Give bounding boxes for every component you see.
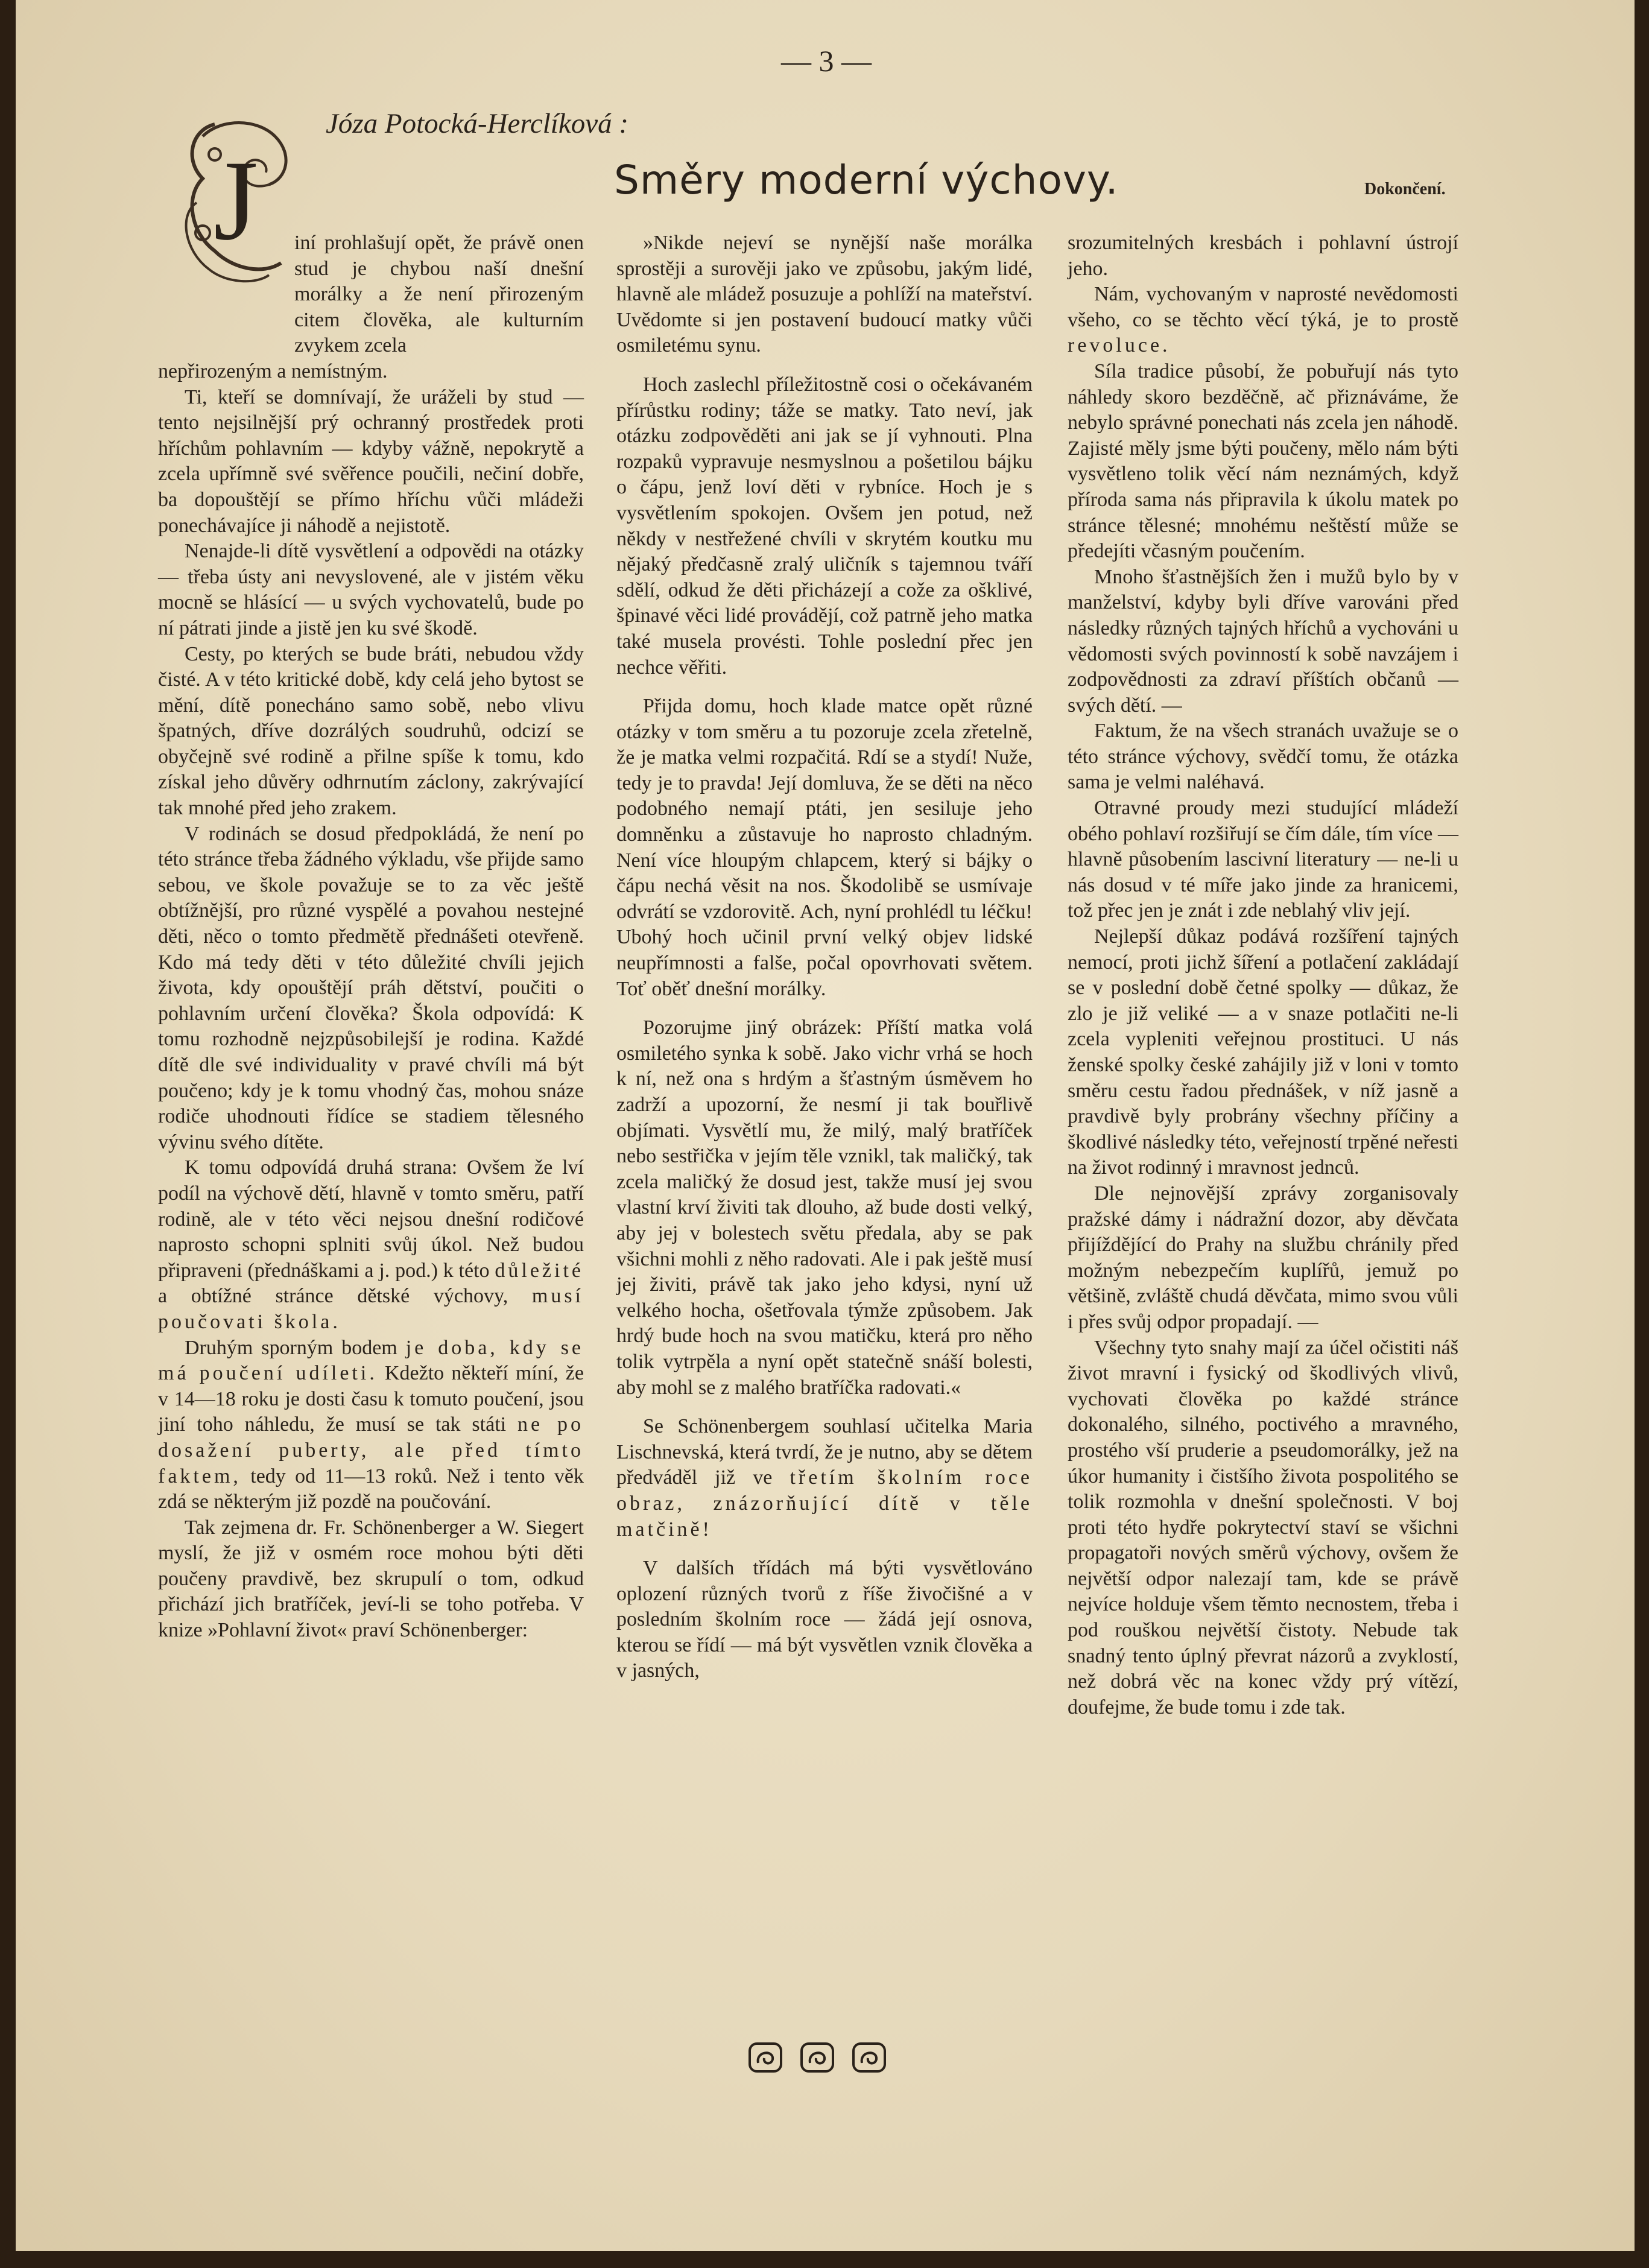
text-run: Nám, vychovaným v naprosté nevědomosti všeho, co se těchto věcí týká, je to prostě bbox=[1068, 283, 1458, 331]
paragraph bbox=[616, 1414, 1033, 1542]
spaced-emphasis: ne po dosažení puberty, ale před tímto faktem, bbox=[158, 1413, 584, 1487]
column-2 bbox=[616, 230, 1033, 1684]
text-run: tedy od 11—13 roků. Než i tento věk zdá se některým již pozdě na poučování. bbox=[158, 1465, 584, 1513]
text-run: Druhým sporným bodem bbox=[185, 1336, 397, 1359]
paragraph: iní prohlašují opět, že právě onen stud je chybou naší dnešní morálky a že není přirozeným citem člověka, ale kulturním zvykem zcela bbox=[294, 232, 584, 357]
spaced-emphasis: musí poučovati škola. bbox=[158, 1285, 584, 1333]
concluded-note: Dokončení. bbox=[1364, 180, 1446, 198]
paragraph: Všechny tyto snahy mají za účel očistiti náš život mravní i fysický od škodlivých vlivů, vychovati člověka po každé stránce dokonalého, silného, poctivého a mravného, prostého vší pruderie a pseudomorálky, jež na úkor humanity i čistšího života pospolitého se tolik rozmohla v dnešní společnosti. V boj proti této hydře pokrytectví staví se všichni propagatoři nových směrů výchovy, ovšem že největší odpor nalezají tam, kde se právě nejvíce holduje všem těmto necnostem, třeba i pod rouškou největší čistoty. Nebude tak snadný tento úplný převrat názorů a zvyklostí, než dobrá věc na konec vždy prý vítězí, doufejme, že bude tomu i zde tak. bbox=[1068, 1336, 1458, 1718]
scan-edge-bottom bbox=[0, 2251, 1649, 2268]
drop-cap-letter: J bbox=[214, 138, 258, 264]
paragraph: V rodinách se dosud předpokládá, že není po této stránce třeba žádného výkladu, vše přijde samo sebou, ve škole považuje se to za věc ještě obtížnější, pro různé vyspělé a povahou nestejné děti, něco o tomto předmětě přednášeti otevřeně. Kdo má tedy děti v této důležité chvíli jejich života, kdy opouštějí práh dětství, poučiti o pohlavním určení člověka? Škola odpovídá: K tomu rozhodně nejzpůsobilejší je rodina. Každé dítě dle své individuality v pravé chvíli má být poučeno; kdy je k tomu vhodný čas, mohou snáze rodiče uhodnouti řídíce se stadiem tělesného vývinu svého dítěte. bbox=[158, 822, 584, 1153]
article-title: Směry moderní výchovy. bbox=[614, 157, 1119, 203]
paragraph: Pozorujme jiný obrázek: Příští matka volá osmiletého synka k sobě. Jako vichr vrhá se hoch k ní, než ona s hrdým a šťastným úsměvem ho zadrží a upozorní, že nesmí ji tak bouřlivě objímati. Vysvětlí mu, že milý, malý bratříček nebo sestřička v jejím těle vznikl, tak maličký, tak zcela maličký že dosud jest, takže musí jej svou vlastní krví živiti tak dlouho, až bude dosti velký, aby jej v bolestech světu předala, aby se pak všichni mohli z něho radovati. Ale i pak ještě musí jej živiti, právě tak jako jeho kdysi, nyní už velkého hocha, ošetřovala týmže způsobem. Jak hrdý bude hoch na svou matičku, která pro něho tolik vytrpěla a nyní opět statečně snáší bolesti, aby mohl se z malého bratříčka radovati.« bbox=[616, 1016, 1033, 1399]
author-name: Józa Potocká-Herclíková : bbox=[326, 108, 628, 139]
paragraph: Tak zejmena dr. Fr. Schönenberger a W. Siegert myslí, že již v osmém roce mohou býti děti poučeny pravdivě, bez skrupulí o tom, odkud přichází jich bratříček, jeví-li se toho potřeba. V knize »Pohlavní život« praví Schönenberger: bbox=[158, 1516, 584, 1642]
paragraph: »Nikde nejeví se nynější naše morálka sprostěji a surověji jako ve způsobu, jakým lidé, hlavně ale mládež posuzuje a pohlíží na mateřství. Uvědomte si jen postavení budoucí matky vůči osmiletému synu. bbox=[616, 232, 1033, 357]
scan-edge-left bbox=[0, 0, 16, 2268]
text-run: Kdežto někteří míní, že v 14—18 roku je dosti času k tomuto poučení, jsou jiní toho náhledu, že musí se tak státi bbox=[158, 1362, 584, 1436]
spaced-emphasis: důležité bbox=[495, 1259, 584, 1282]
paragraph: Nenajde-li dítě vysvětlení a odpovědi na otázky — třeba ústy ani nevyslovené, ale v jistém věku mocně se hlásící — u svých vychovatelů, bude po ní pátrati jinde a jistě jen ku své škodě. bbox=[158, 540, 584, 639]
paragraph: Ti, kteří se domnívají, že uráželi by stud — tento nejsilnější prý ochranný prostředek proti hříchům pohlavním — kdyby vážně, nepokrytě a zcela upřímně své svěřence poučili, nečiní dobře, ba dopouštějí se přímo hříchu vůči mládeži ponechávajíce ji náhodě a nejistotě. bbox=[158, 385, 584, 537]
paragraph: srozumitelných kresbách i pohlavní ústrojí jeho. bbox=[1068, 232, 1458, 280]
paragraph: Faktum, že na všech stranách uvažuje se o této stránce výchovy, svědčí tomu, že otázka sama je velmi naléhavá. bbox=[1068, 720, 1458, 794]
three-spiral-ornament-icon bbox=[745, 2039, 890, 2076]
text-run: K tomu odpovídá druhá strana: Ovšem že lví podíl na výchově dětí, hlavně v tomto směru, patří rodině, ale v této věci nejsou dnešní rodičové naprosto schopni splniti svůj úkol. Než budou připraveni (přednáškami a j. pod.) k této bbox=[158, 1156, 584, 1282]
paragraph: nepřirozeným a nemístným. bbox=[158, 360, 388, 382]
paragraph bbox=[158, 1335, 584, 1515]
paragraph: Cesty, po kterých se bude bráti, nebudou vždy čisté. A v této kritické době, kdy celá jeho bytost se mění, dítě ponecháno samo sobě, nebo vlivu špatných, dříve dozrálých soudruhů, odcizí se obyčejně své rodině a přilne spíše k tomu, kdo získal jeho důvěry odhrnutím záclony, zakrývající tak mnohé před jeho zrakem. bbox=[158, 642, 584, 820]
spaced-emphasis: revoluce. bbox=[1068, 334, 1171, 357]
page-number: — 3 — bbox=[781, 44, 872, 78]
paragraph: Síla tradice působí, že pobuřují nás tyto náhledy skoro bezděčně, ač přiznáváme, že nebylo správné ponechati nás zcela jen náhodě. Zajisté měly jsme býti poučeny, mělo nám býti vysvětleno tolik věcí nám neznámých, když příroda sama nás připravila k úkolu matek po stránce tělesné; mnohému neštěstí může se předejíti včasným poučením. bbox=[1068, 360, 1458, 563]
paragraph bbox=[158, 1155, 584, 1335]
column-3 bbox=[1068, 230, 1458, 1720]
paragraph: Hoch zaslechl příležitostně cosi o očekávaném přírůstku rodiny; táže se matky. Tato neví, jak otázku zodpověděti ani jak se jí vyhnouti. Plna rozpaků vypravuje nesmyslnou a pošetilou bájku o čápu, jenž loví děti v rybníce. Hoch je s vysvětlením spokojen. Ovšem jen potud, než někdy v nestřežené chvíli v skrytém koutku mu nějaký předčasně zralý uličník s tajemnou tváří sdělí, odkud že děti přicházejí a cože za ošklivé, špinavé věci lidé provádějí, což patrně jeho matka také musela provésti. Tohle poslední přec jen nechce věřiti. bbox=[616, 373, 1033, 679]
spaced-emphasis: je doba, kdy se má poučení udíleti. bbox=[158, 1336, 584, 1385]
paragraph bbox=[1068, 282, 1458, 359]
paragraph: Mnoho šťastnějších žen i mužů bylo by v manželství, kdyby byli dříve varováni před následky různých tajných hříchů a vychováni u vědomosti svých povinností k sobě navzájem i zodpovědnosti za zdraví příštích občanů — svých dětí. — bbox=[1068, 565, 1458, 717]
paragraph: Přijda domu, hoch klade matce opět různé otázky v tom směru a tu pozoruje zcela zřetelně, že je matka velmi rozpačitá. Rdí se a stydí! Nuže, tedy je to pravda! Její domluva, že se děti na něco podobného nemají ptáti, jen sesiluje jeho domněnku a zůstavuje ho naprosto chladným. Není více hloupým chlapcem, který si bájky o čápu nechá věsit na nos. Škodolibě se usmívaje odvrátí se vzdorovitě. Ach, nyní prohlédl tu léčku! Ubohý hoch učinil první velký objev lidské neupřímnosti a falše, počal opovrhovati světem. Toť oběť dnešní morálky. bbox=[616, 695, 1033, 1000]
paragraph: Nejlepší důkaz podává rozšíření tajných nemocí, proti jichž šíření a potlačení zakládají se v poslední době četné spolky — důkaz, že zlo je již veliké — a v snaze potlačiti ne-li zcela vypleniti veřejnou prostituci. U nás ženské spolky české zahájily již v loni v tomto směru cestu řadou přednášek, v níž jasně a pravdivě byly probrány všechny příčiny a škodlivé následky této, veřejností trpěné neřesti na život rodinný i mravnost jednců. bbox=[1068, 925, 1458, 1179]
spaced-emphasis: třetím školním roce obraz, znázorňující dítě v těle matčině! bbox=[616, 1466, 1033, 1541]
paragraph: Dle nejnovější zprávy zorganisovaly pražské dámy i nádražní dozor, aby děvčata přijíždějící do Prahy na službu chránily před možným nebezpečím kuplířů, jemuž po většině, zvláště chudá děvčata, mimo svou vůli i přes svůj odpor propadají. — bbox=[1068, 1182, 1458, 1333]
text-run: Se Schönenbergem souhlasí učitelka Maria Lischnevská, která tvrdí, že je nutno, aby se dětem předváděl již ve bbox=[616, 1415, 1033, 1489]
paragraph: Otravné proudy mezi studující mládeží obého pohlaví rozšiřují se čím dále, tím více — hlavně působením lascivní literatury — ne-li u nás dosud v té míře jako jinde za hranicemi, tož přec jen je znát i zde neblahý vliv její. bbox=[1068, 797, 1458, 922]
column-1 bbox=[158, 230, 584, 1644]
text-run: a obtížné stránce dětské výchovy, bbox=[158, 1285, 508, 1308]
scan-edge-right bbox=[1635, 0, 1649, 2268]
paragraph: V dalších třídách má býti vysvětlováno oplození různých tvorů z říše živočišné a v posledním školním roce — žádá její osnova, kterou se řídí — má být vysvětlen vznik člověka a v jasných, bbox=[616, 1557, 1033, 1682]
